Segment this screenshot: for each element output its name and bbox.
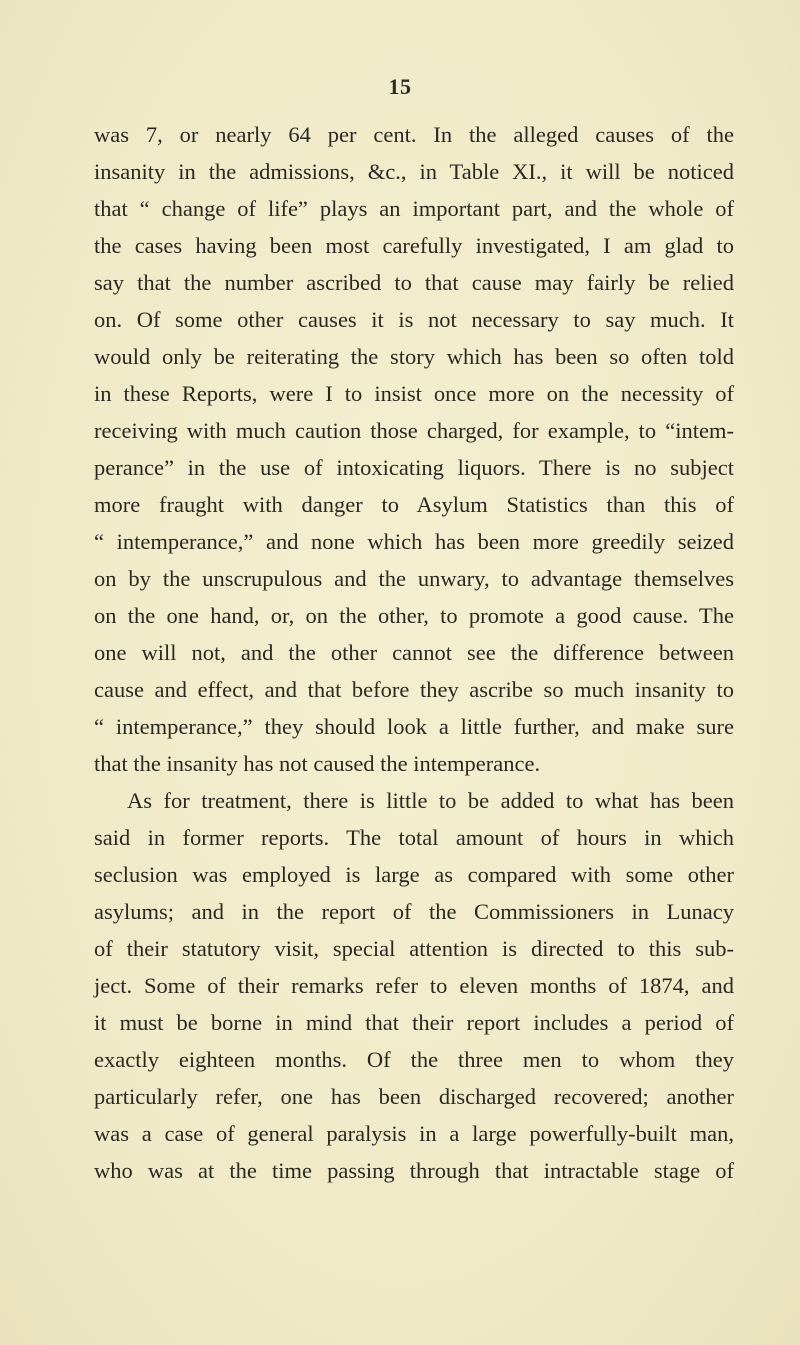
text-line: cause and effect, and that before they ascribe so much insanity to (94, 677, 734, 702)
text-line: one will not, and the other cannot see the difference between (94, 640, 734, 665)
body-text (94, 116, 734, 1189)
text-line: insanity in the admissions, &c., in Table XI., it will be noticed (94, 159, 734, 184)
text-line: “ intemperance,” they should look a little further, and make sure (94, 714, 734, 739)
text-line: on. Of some other causes it is not necessary to say much. It (94, 307, 734, 332)
text-line: in these Reports, were I to insist once more on the necessity of (94, 381, 734, 406)
text-line: As for treatment, there is little to be added to what has been (127, 788, 734, 813)
text-line: perance” in the use of intoxicating liquors. There is no subject (94, 455, 734, 480)
text-line: would only be reiterating the story which has been so often told (94, 344, 734, 369)
text-line: on the one hand, or, on the other, to promote a good cause. The (94, 603, 734, 628)
text-line: was 7, or nearly 64 per cent. In the alleged causes of the (94, 122, 734, 147)
page-number: 15 (388, 74, 412, 99)
text-line: that “ change of life” plays an important part, and the whole of (94, 196, 734, 221)
text-line: that the insanity has not caused the intemperance. (94, 751, 541, 776)
text-line: the cases having been most carefully investigated, I am glad to (94, 233, 734, 258)
text-line: it must be borne in mind that their report includes a period of (94, 1010, 734, 1035)
text-line: was a case of general paralysis in a large powerfully-built man, (94, 1121, 734, 1146)
text-line: who was at the time passing through that intractable stage of (94, 1158, 734, 1183)
text-line: particularly refer, one has been discharged recovered; another (94, 1084, 734, 1109)
text-line: on by the unscrupulous and the unwary, to advantage themselves (94, 566, 734, 591)
text-line: receiving with much caution those charged, for example, to “intem- (94, 418, 734, 443)
text-line: of their statutory visit, special attention is directed to this sub- (94, 936, 734, 961)
text-line: ject. Some of their remarks refer to eleven months of 1874, and (94, 973, 734, 998)
text-line: more fraught with danger to Asylum Statistics than this of (94, 492, 734, 517)
text-line: exactly eighteen months. Of the three men to whom they (94, 1047, 734, 1072)
text-line: say that the number ascribed to that cause may fairly be relied (94, 270, 734, 295)
text-line: “ intemperance,” and none which has been more greedily seized (94, 529, 734, 554)
text-line: said in former reports. The total amount of hours in which (94, 825, 734, 850)
text-line: asylums; and in the report of the Commissioners in Lunacy (94, 899, 734, 924)
text-line: seclusion was employed is large as compared with some other (94, 862, 734, 887)
